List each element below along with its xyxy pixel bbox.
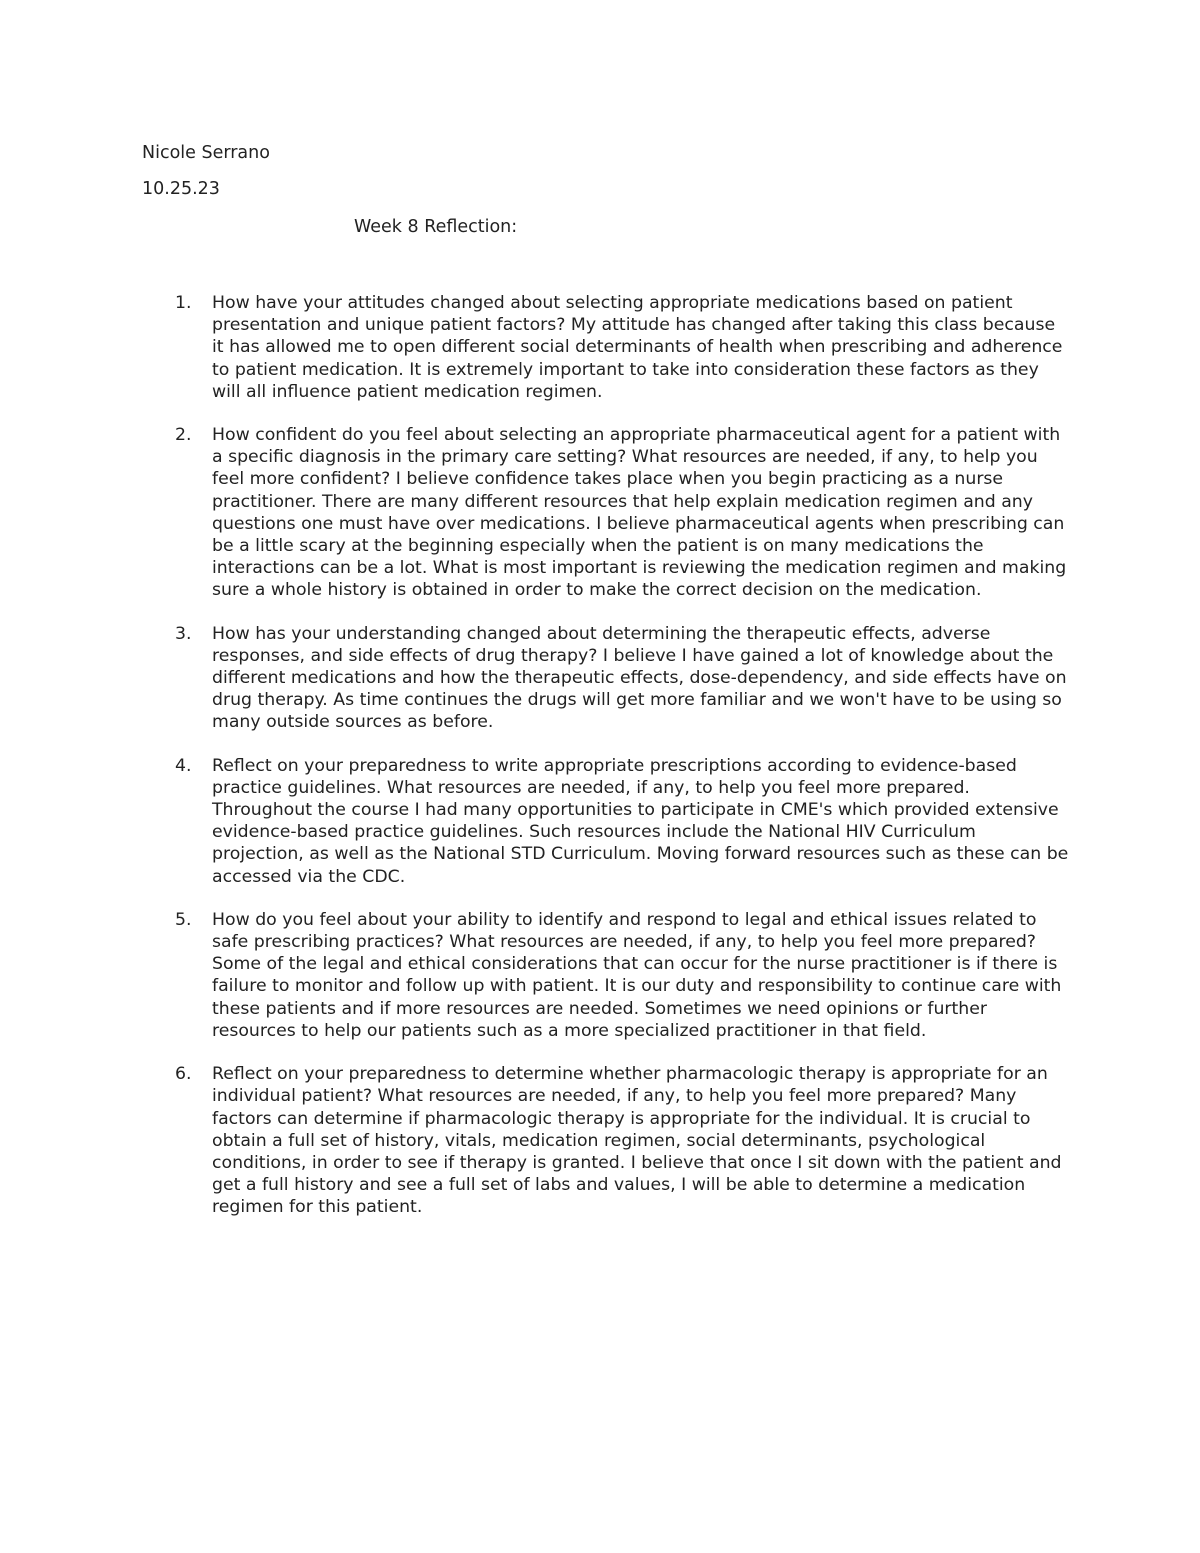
question-number: 4. <box>175 755 192 776</box>
document-date: 10.25.23 <box>142 179 220 199</box>
question-text: How have your attitudes changed about selecting appropriate medications based on patient presentation and unique patient factors? My attitude has changed after taking this class because it has allowed me to open different social determinants of health when prescribing and adherence to patient medication. It is extremely important to take into consideration these factors as they will all influence patient medication regimen. <box>212 293 1063 402</box>
question-number: 1. <box>175 293 192 313</box>
question-item-3 <box>142 623 1072 734</box>
author-name: Nicole Serrano <box>142 143 270 163</box>
question-item-4 <box>142 755 1072 888</box>
question-text: How do you feel about your ability to identify and respond to legal and ethical issues related to safe prescribing practices? What resources are needed, if any, to help you feel more prepared? Some of the legal and ethical considerations that can occur for the nurse practitioner is if there is failure to monitor and follow up with patient. It is our duty and responsibility to continue care with these patients and if more resources are needed. Sometimes we need opinions or further resources to help our patients such as a more specialized practitioner in that field. <box>212 909 1062 1041</box>
question-number: 5. <box>175 909 192 930</box>
question-text: How has your understanding changed about determining the therapeutic effects, adverse responses, and side effects of drug therapy? I believe I have gained a lot of knowledge about the different medications and how the therapeutic effects, dose-dependency, and side effects have on drug therapy. As time continues the drugs will get more familiar and we won't have to be using so many outside sources as before. <box>212 623 1067 733</box>
question-item-6 <box>142 1063 1072 1218</box>
question-item-2 <box>142 424 1072 602</box>
question-number: 2. <box>175 425 192 446</box>
question-number: 3. <box>175 623 192 644</box>
question-text: Reflect on your preparedness to determine whether pharmacologic therapy is appropriate for an individual patient? What resources are needed, if any, to help you feel more prepared? Many factors can determine if pharmacologic therapy is appropriate for the individual. It is crucial to obtain a full set of history, vitals, medication regimen, social determinants, psychological conditions, in order to see if therapy is granted. I believe that once I sit down with the patient and get a full history and see a full set of labs and values, I will be able to determine a medication regimen for this patient. <box>212 1064 1062 1218</box>
question-item-1 <box>142 292 1072 403</box>
question-text: Reflect on your preparedness to write appropriate prescriptions according to evidence-based practice guidelines. What resources are needed, if any, to help you feel more prepared. Throughout the course I had many opportunities to participate in CME's which provided extensive evidence-based practice guidelines. Such resources include the National HIV Curriculum projection, as well as the National STD Curriculum. Moving forward resources such as these can be accessed via the CDC. <box>212 755 1069 887</box>
document-title: Week 8 Reflection: <box>354 217 518 237</box>
question-list <box>142 292 1072 1240</box>
question-number: 6. <box>175 1064 192 1085</box>
question-item-5 <box>142 909 1072 1042</box>
question-text: How confident do you feel about selecting an appropriate pharmaceutical agent for a patient with a specific diagnosis in the primary care setting? What resources are needed, if any, to help you feel more confident? I believe confidence takes place when you begin practicing as a nurse practitioner. There are many different resources that help explain medication regimen and any questions one must have over medications. I believe pharmaceutical agents when prescribing can be a little scary at the beginning especially when the patient is on many medications the interactions can be a lot. What is most important is reviewing the medication regimen and making sure a whole history is obtained in order to make the correct decision on the medication. <box>212 425 1067 601</box>
